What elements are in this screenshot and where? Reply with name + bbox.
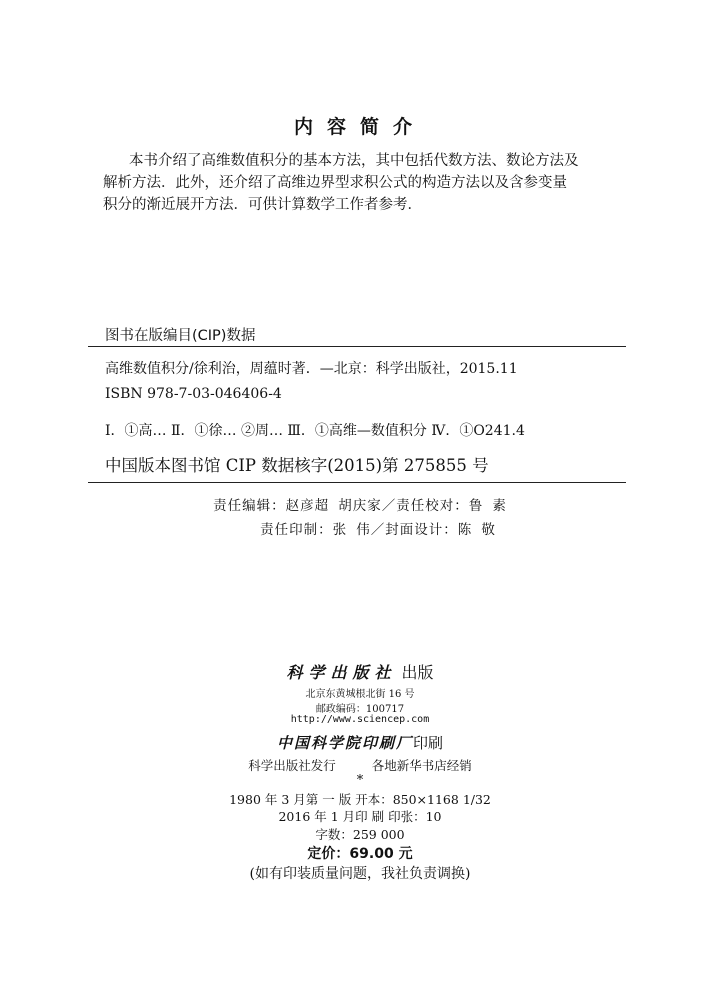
distribution-issuer: 科学出版社发行	[248, 758, 336, 773]
distribution-separator: *	[356, 773, 364, 788]
cip-title-line: 高维数值积分/徐利治，周蕴时著．—北京：科学出版社，2015.11	[105, 361, 518, 377]
cip-heading: 图书在版编目(CIP)数据	[105, 328, 256, 344]
publisher-line	[0, 660, 720, 683]
publisher-url: http://www.sciencep.com	[290, 714, 430, 725]
cip-bottom-rule	[88, 482, 626, 483]
publisher-address: 北京东黄城根北街 16 号	[305, 689, 415, 700]
summary-line-1-text: 本书介绍了高维数值积分的基本方法，其中包括代数方法、数论方法及	[129, 153, 579, 169]
printer-logo: 中国科学院印刷厂	[276, 734, 413, 752]
publisher-suffix: 出版	[401, 663, 434, 682]
cip-isbn: ISBN 978-7-03-046406-4	[105, 386, 282, 402]
staff-line-2: 责任印制：张 伟／封面设计：陈 敬	[260, 522, 496, 538]
publisher-logo: 科学出版社	[286, 663, 397, 682]
summary-line-3: 积分的渐近展开方法．可供计算数学工作者参考．	[103, 197, 422, 213]
printer-line	[0, 732, 720, 753]
summary-line-2: 解析方法．此外，还介绍了高维边界型求积公式的构造方法以及含参变量	[103, 175, 567, 191]
cip-classification: Ⅰ．①高… Ⅱ．①徐… ②周… Ⅲ．①高维—数值积分 Ⅳ．①O241.4	[105, 423, 525, 439]
printer-suffix: 印刷	[413, 734, 444, 752]
imprint-printing: 2016 年 1 月印 刷 印张：10	[278, 809, 442, 824]
imprint-edition: 1980 年 3 月第 一 版 开本：850×1168 1/32	[229, 792, 491, 807]
staff-line-1: 责任编辑：赵彦超 胡庆家／责任校对：鲁 素	[213, 498, 507, 514]
cip-record: 中国版本图书馆 CIP 数据核字(2015)第 275855 号	[105, 456, 489, 475]
cip-top-rule	[88, 346, 626, 347]
price: 定价：69.00 元	[307, 846, 413, 862]
imprint-words: 字数：259 000	[315, 827, 405, 842]
distribution-seller: 各地新华书店经销	[371, 758, 472, 773]
summary-line-1	[103, 150, 623, 172]
quality-note: (如有印装质量问题，我社负责调换)	[249, 866, 471, 882]
distribution-line	[0, 756, 720, 774]
summary-paragraph	[103, 150, 623, 216]
publisher-postcode: 邮政编码：100717	[315, 704, 405, 715]
summary-title: 内容简介	[293, 116, 426, 138]
